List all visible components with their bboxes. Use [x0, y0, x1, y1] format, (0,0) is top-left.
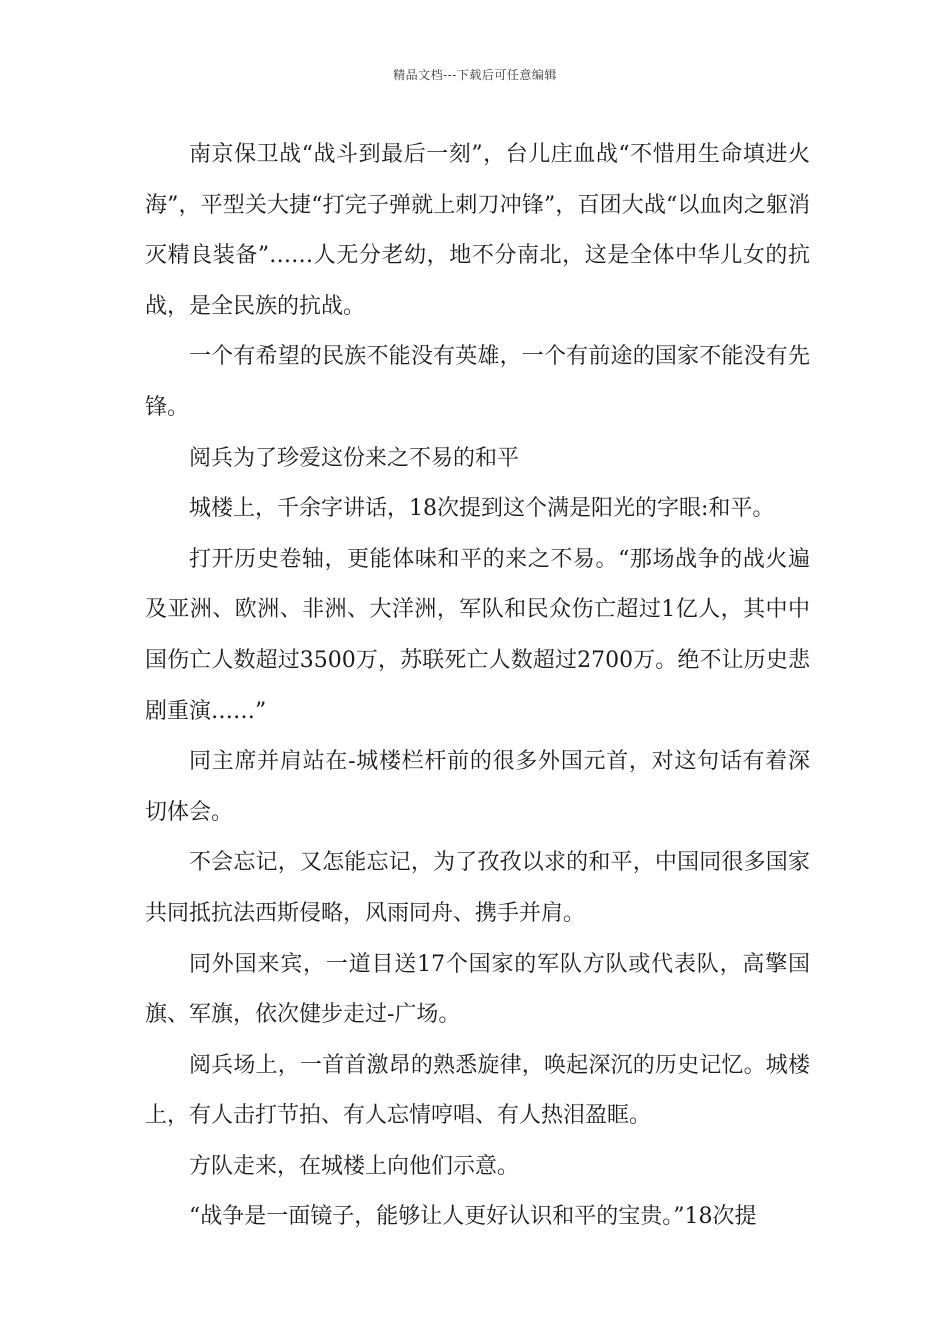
paragraph: 同主席并肩站在-城楼栏杆前的很多外国元首，对这句话有着深切体会。	[145, 749, 810, 825]
page-header: 精品文档---下载后可任意编辑	[393, 68, 557, 82]
document-body	[145, 130, 810, 1243]
paragraph: 同外国来宾，一道目送17个国家的军队方队或代表队，高擎国旗、军旗，依次健步走过-广场。	[145, 951, 810, 1028]
paragraph: 方队走来，在城楼上向他们示意。	[189, 1153, 520, 1179]
paragraph: 城楼上，千余字讲话，18次提到这个满是阳光的字眼:和平。	[189, 496, 775, 522]
paragraph: 不会忘记，又怎能忘记，为了孜孜以求的和平，中国同很多国家共同抵抗法西斯侵略，风雨同舟、携手并肩。	[145, 850, 810, 926]
paragraph: 一个有希望的民族不能没有英雄，一个有前途的国家不能没有先锋。	[145, 344, 810, 420]
paragraph: “战争是一面镜子，能够让人更好认识和平的宝贵。”18次提	[189, 1204, 757, 1230]
paragraph: 南京保卫战“战斗到最后一刻”，台儿庄血战“不惜用生命填进火海”，平型关大捷“打完子弹就上刺刀冲锋”，百团大战“以血肉之躯消灭精良装备”……人无分老幼，地不分南北，这是全体中华儿女的抗战，是全民族的抗战。	[145, 142, 810, 319]
paragraph: 打开历史卷轴，更能体味和平的来之不易。“那场战争的战火遍及亚洲、欧洲、非洲、大洋洲，军队和民众伤亡超过1亿人，其中中国伤亡人数超过3500万，苏联死亡人数超过2700万。绝不让历史悲剧重演……”	[145, 546, 810, 724]
paragraph: 阅兵场上，一首首激昂的熟悉旋律，唤起深沉的历史记忆。城楼上，有人击打节拍、有人忘情哼唱、有人热泪盈眶。	[145, 1052, 810, 1129]
section-heading: 阅兵为了珍爱这份来之不易的和平	[189, 445, 520, 471]
